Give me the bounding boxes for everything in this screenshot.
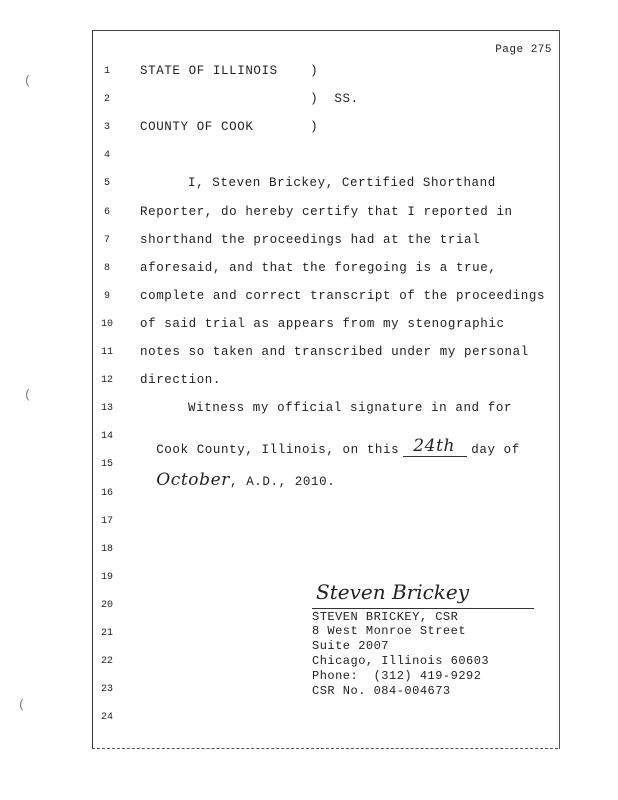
- line-text: aforesaid, and that the foregoing is a true,: [140, 260, 497, 275]
- transcript-line: [0, 205, 618, 225]
- line-15-text: [140, 456, 335, 490]
- line-number: 4: [103, 150, 110, 162]
- transcript-line: [0, 626, 618, 646]
- line-number: 16: [100, 487, 113, 499]
- line-number: 23: [100, 684, 113, 696]
- line-15-after: , A.D., 2010.: [230, 475, 336, 489]
- transcript-line: [0, 542, 618, 562]
- transcript-line: [0, 120, 618, 140]
- line-text: complete and correct transcript of the proceedings: [140, 288, 546, 303]
- transcript-line: [0, 64, 618, 84]
- transcript-line: [0, 261, 618, 281]
- transcript-line: [0, 345, 618, 365]
- day-handwritten: 24th: [413, 436, 456, 456]
- line-number: 8: [103, 262, 110, 274]
- line-number: 13: [100, 403, 113, 415]
- line-number: 22: [100, 656, 113, 668]
- line-text: Witness my official signature in and for: [188, 401, 513, 416]
- line-14-text: [140, 428, 520, 457]
- transcript-line: [0, 654, 618, 674]
- line-text: Reporter, do hereby certify that I reported in: [140, 204, 513, 219]
- transcript-line: [0, 514, 618, 534]
- line-text: STATE OF ILLINOIS ): [140, 64, 319, 78]
- line-text: direction.: [140, 373, 222, 388]
- handwritten-signature: Steven Brickey: [316, 580, 470, 604]
- line-text: ) SS.: [140, 92, 359, 107]
- line-number: 3: [103, 122, 110, 134]
- margin-hole-mark: (: [18, 698, 26, 712]
- line-number: 12: [100, 375, 113, 387]
- reporter-phone: Phone: (312) 419-9292: [312, 669, 482, 683]
- line-number: 21: [100, 628, 113, 639]
- line-number: 7: [103, 234, 110, 246]
- line-number: 15: [100, 459, 113, 471]
- transcript-line: [0, 682, 618, 702]
- line-number: 10: [100, 318, 113, 330]
- line-number: 6: [103, 206, 110, 218]
- transcript-line: [0, 233, 618, 253]
- line-number: 11: [100, 347, 113, 358]
- transcript-line: [0, 373, 618, 393]
- month-handwritten: October: [156, 470, 230, 490]
- reporter-suite: Suite 2007: [312, 639, 390, 653]
- day-blank: [403, 436, 467, 457]
- transcript-line: [0, 289, 618, 309]
- signature-line: [312, 608, 534, 609]
- transcript-line: [0, 148, 618, 168]
- line-number: 20: [100, 599, 113, 611]
- page-number: Page 275: [495, 44, 552, 56]
- transcript-line: [0, 570, 618, 590]
- transcript-line: [0, 317, 618, 337]
- reporter-street: 8 West Monroe Street: [312, 624, 467, 638]
- line-number: 5: [103, 178, 110, 190]
- line-number: 17: [100, 515, 113, 527]
- line-number: 18: [100, 543, 113, 555]
- line-14-after: day of: [471, 443, 520, 457]
- line-text: notes so taken and transcribed under my personal: [140, 345, 529, 359]
- line-14-before: Cook County, Illinois, on this: [156, 443, 400, 457]
- transcript-line: [0, 176, 618, 196]
- reporter-city: Chicago, Illinois 60603: [312, 654, 490, 668]
- transcript-line: [0, 92, 618, 112]
- bottom-rule: [92, 748, 558, 749]
- margin-hole-mark: (: [24, 388, 32, 402]
- line-number: 1: [103, 66, 110, 77]
- line-text: COUNTY OF COOK ): [140, 120, 319, 135]
- transcript-line: [0, 401, 618, 421]
- line-text: I, Steven Brickey, Certified Shorthand: [188, 176, 496, 191]
- reporter-csr-number: CSR No. 084-004673: [312, 684, 451, 698]
- line-number: 19: [100, 571, 113, 583]
- line-number: 14: [100, 431, 113, 443]
- line-number: 9: [103, 290, 110, 302]
- line-text: shorthand the proceedings had at the trial: [140, 232, 481, 247]
- line-text: of said trial as appears from my stenographic: [140, 316, 505, 331]
- margin-hole-mark: (: [24, 74, 32, 88]
- line-number: 2: [103, 94, 110, 106]
- reporter-name: STEVEN BRICKEY, CSR: [312, 610, 459, 624]
- transcript-line: [0, 710, 618, 730]
- line-number: 24: [100, 712, 113, 724]
